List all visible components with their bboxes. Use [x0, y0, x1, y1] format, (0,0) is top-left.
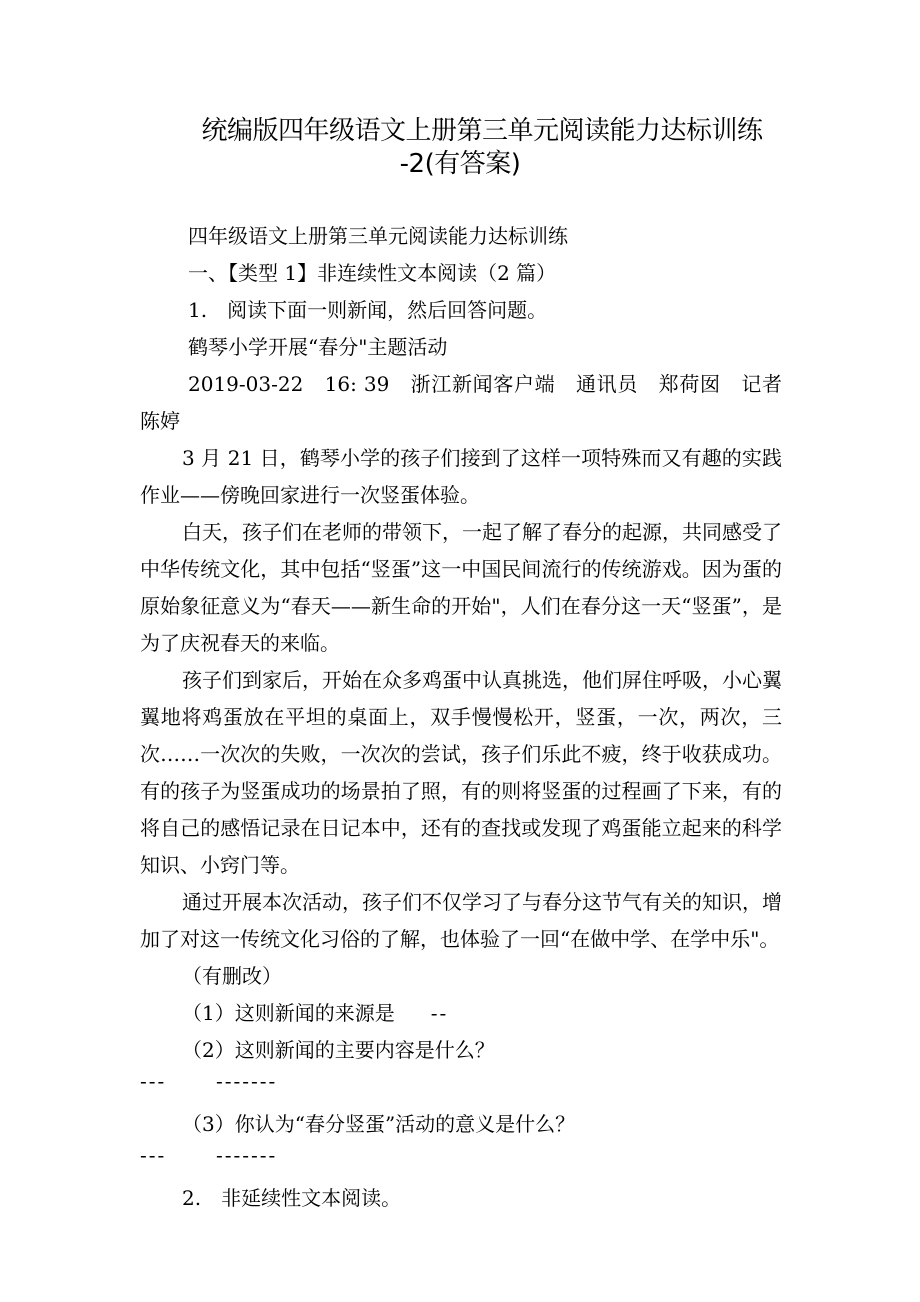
- question-1-3: （3）你认为“春分竖蛋”活动的意义是什么？: [182, 1112, 576, 1136]
- question-1-1-text: （1）这则新闻的来源是: [182, 1001, 395, 1025]
- question-1-2: （2）这则新闻的主要内容是什么？: [182, 1038, 495, 1062]
- document-title-line2: -2(有答案): [399, 149, 521, 179]
- news-byline: 2019-03-22 16: 39 浙江新闻客户端 通讯员 郑荷囡 记者 陈婷: [140, 372, 802, 433]
- answer-line-part-b: -------: [216, 1069, 278, 1093]
- subtitle: 四年级语文上册第三单元阅读能力达标训练: [188, 224, 568, 248]
- question-1-intro: 1. 阅读下面一则新闻，然后回答问题。: [188, 298, 548, 322]
- answer-blank: --: [430, 1001, 449, 1025]
- news-paragraph-4: 通过开展本次活动，孩子们不仅学习了与春分这节气有关的知识，增加了对这一传统文化习俗的了解，也体验了一回“在做中学、在学中乐"。: [140, 890, 782, 951]
- question-2-intro: 2. 非延续性文本阅读。: [182, 1186, 402, 1210]
- news-title: 鹤琴小学开展“春分"主题活动: [188, 335, 448, 359]
- section-heading: 一、【类型 1】非连续性文本阅读（2 篇）: [188, 261, 557, 285]
- news-paragraph-1: 3 月 21 日，鹤琴小学的孩子们接到了这样一项特殊而又有趣的实践作业——傍晚回家进行一次竖蛋体验。: [140, 446, 782, 507]
- question-1-1: [140, 995, 782, 1032]
- answer-line: [140, 1069, 782, 1106]
- document-title-line1: 统编版四年级语文上册第三单元阅读能力达标训练: [201, 116, 763, 146]
- document-body: [140, 218, 802, 1217]
- answer-line: [140, 1143, 782, 1180]
- answer-line-part-b: -------: [216, 1143, 278, 1167]
- answer-line-part-a: ---: [140, 1143, 167, 1167]
- news-paragraph-3: 孩子们到家后，开始在众多鸡蛋中认真挑选，他们屏住呼吸，小心翼翼地将鸡蛋放在平坦的桌面上，双手慢慢松开，竖蛋，一次，两次，三次……一次次的失败，一次次的尝试，孩子们乐此不疲，终于收获成功。有的孩子为竖蛋成功的场景拍了照，有的则将竖蛋的过程画了下来，有的将自己的感悟记录在日记本中，还有的查找或发现了鸡蛋能立起来的科学知识、小窍门等。: [140, 668, 782, 877]
- news-paragraph-2: 白天，孩子们在老师的带领下，一起了解了春分的起源，共同感受了中华传统文化，其中包括“竖蛋”这一中国民间流行的传统游戏。因为蛋的原始象征意义为“春天——新生命的开始"，人们在春分这一天“竖蛋”，是为了庆祝春天的来临。: [140, 520, 782, 655]
- answer-line-part-a: ---: [140, 1069, 167, 1093]
- edit-note: （有删改）: [182, 964, 282, 988]
